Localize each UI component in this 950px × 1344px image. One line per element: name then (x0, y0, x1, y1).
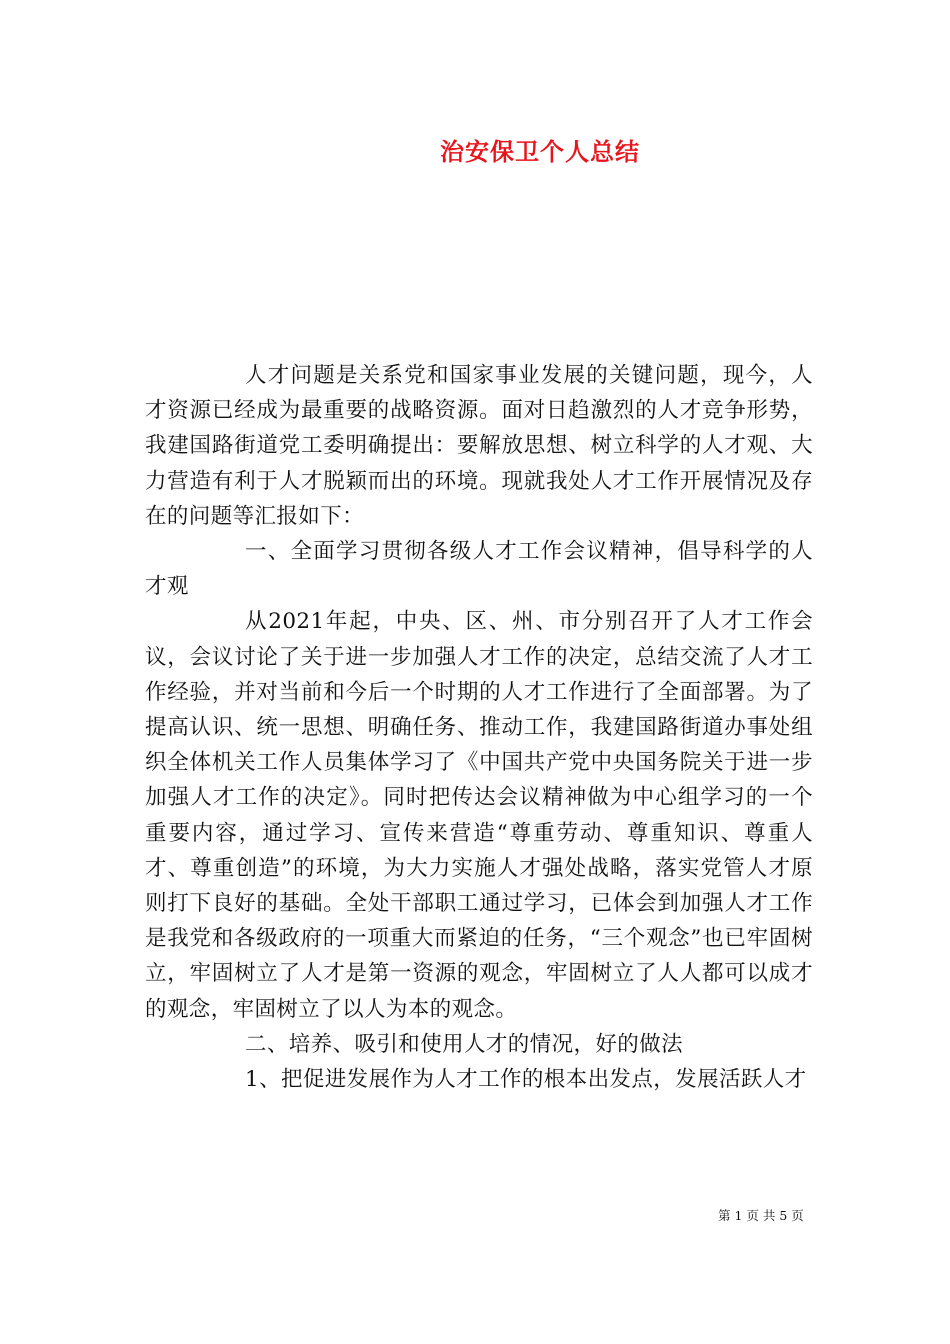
subsection-heading-1: 1、把促进发展作为人才工作的根本出发点，发展活跃人才 (245, 1067, 807, 1093)
section-heading-1: 一、全面学习贯彻各级人才工作会议精神，倡导科学的人才观 (145, 539, 813, 600)
paragraph-intro: 人才问题是关系党和国家事业发展的关键问题，现今，人才资源已经成为最重要的战略资源。面对日趋激烈的人才竞争形势，我建国路街道党工委明确提出：要解放思想、树立科学的人才观、大力营造有利于人才脱颖而出的环境。现就我处人才工作开展情况及存在的问题等汇报如下： (145, 363, 813, 529)
section-heading-2: 二、培养、吸引和使用人才的情况，好的做法 (245, 1031, 684, 1057)
paragraph-section-1: 从2021年起，中央、区、州、市分别召开了人才工作会议，会议讨论了关于进一步加强人才工作的决定，总结交流了人才工作经验，并对当前和今后一个时期的人才工作进行了全面部署。为了提高认识、统一思想、明确任务、推动工作，我建国路街道办事处组织全体机关工作人员集体学习了《中国共产党中央国务院关于进一步加强人才工作的决定》。同时把传达会议精神做为中心组学习的一个重要内容，通过学习、宣传来营造“尊重劳动、尊重知识、尊重人才、尊重创造”的环境，为大力实施人才强处战略，落实党管人才原则打下良好的基础。全处干部职工通过学习，已体会到加强人才工作是我党和各级政府的一项重大而紧迫的任务，“三个观念”也已牢固树立，牢固树立了人才是第一资源的观念，牢固树立了人人都可以成才的观念，牢固树立了以人为本的观念。 (145, 609, 813, 1022)
document-title: 治安保卫个人总结 (440, 137, 640, 166)
document-body (145, 358, 813, 1097)
page-footer: 第 1 页 共 5 页 (718, 1208, 804, 1223)
